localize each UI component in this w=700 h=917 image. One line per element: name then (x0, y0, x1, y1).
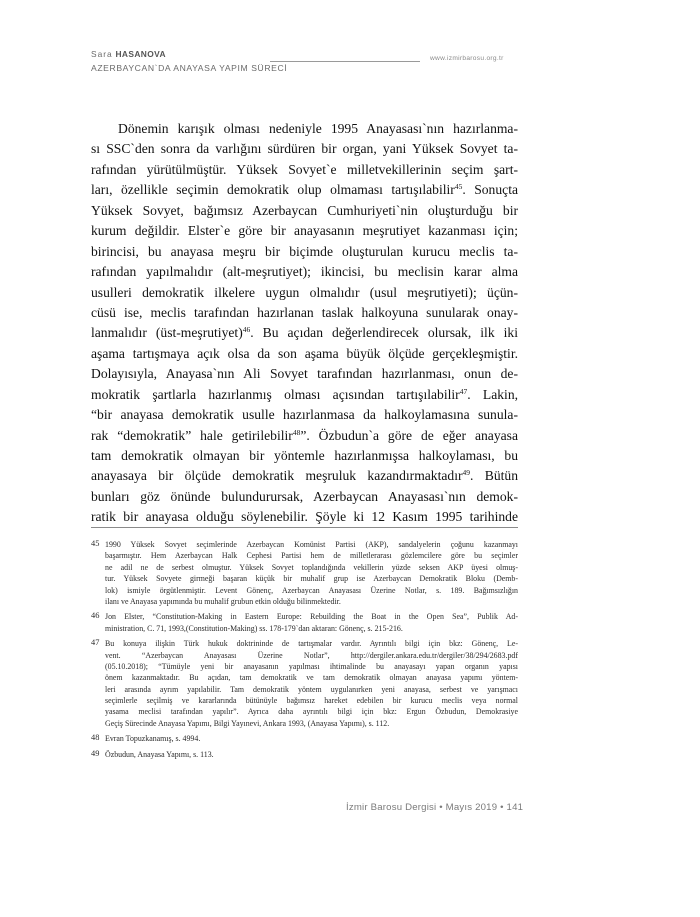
footnote-45 (91, 539, 518, 607)
footnote-line: Geçiş Sürecinde Anayasa Yapımı, Bilgi Yayınevi, Ankara 1993, (Anayasa Yapımı), s. 112. (105, 718, 390, 728)
footnote-line: 1990 Yüksek Sovyet seçimlerinde Azerbaycan Komünist Partisi (AKP), sandalyelerin çoğunu kazanmayı (105, 540, 518, 549)
footnote-ref[interactable]: 47 (459, 386, 468, 396)
footnote-line: yasama meclisi tarafından yapılır”. Ayrıca daha ayrıntılı bilgi için bkz: Ergun Özbudun, Demokrasiye (105, 707, 518, 717)
author-given-name: Sara (91, 49, 113, 59)
body-line: rafından yürütülmüştür. Yüksek Sovyet`e milletvekillerinin seçim şart- (91, 161, 518, 177)
footnote-ref[interactable]: 45 (454, 182, 463, 192)
body-line: Dönemin karışık olması nedeniyle 1995 Anayasası`nın hazırlanma- (118, 121, 518, 136)
body-paragraph (91, 119, 518, 528)
body-line: sı SSC`den sonra da varlığını sürdüren bir organ, yani Yüksek Sovyet ta- (91, 141, 518, 157)
footnote-ref[interactable]: 49 (462, 468, 471, 478)
footnote-separator (91, 527, 518, 528)
footnote-line: Özbudun, Anayasa Yapımı, s. 113. (105, 749, 214, 759)
footnote-ref[interactable]: 48 (292, 427, 301, 437)
body-line: ratik bir anayasa olduğu söylenebilir. Şöyle ki 12 Kasım 1995 tarihinde (91, 509, 518, 525)
footnote-46 (91, 611, 518, 634)
body-line: mokratik şartlarla hazırlanmış olması açısından tartışılabilir$^{47}$. Lakin, (91, 386, 518, 402)
footnote-line: tur. Yüksek Sovyete girmeği başaran küçük bir muhalif grup ise Azerbaycan Demokratik Bloku (Demb- (105, 574, 518, 584)
footnote-line: Jon Elster, “Constitution-Making in Eastern Europe: Rebuilding the Boat in the Open Sea”, Publik Ad- (105, 612, 518, 622)
running-header-author (91, 49, 166, 59)
footnote-line: ne adil ne de serbest olmuştur. Yüksek Sovyet toplandığında vekillerin yüzde seksen AKP üyesi olmuş- (105, 562, 518, 572)
body-line: rafından yapılmalıdır (alt-meşrutiyet); ikincisi, bu meclisin karar alma (91, 264, 518, 280)
body-line: cüsü ise, meclis tarafından hazırlanan taslak halkoyuna sunularak onay- (91, 304, 518, 320)
body-line: “bir anayasa demokratik usulle hazırlanmasa da halkoylamasına sunula- (91, 407, 518, 423)
footnote-number: 49 (91, 748, 100, 758)
footnote-47 (91, 638, 518, 729)
footnote-line: Evran Topuzkanamış, s. 4994. (105, 734, 201, 744)
footnote-ref[interactable]: 46 (242, 325, 251, 335)
footnote-line: ilanı ve Anayasa yapımında bu muhalif grubun etkin olduğu bilinmektedir. (105, 596, 341, 606)
footnote-number: 48 (91, 733, 100, 743)
footnote-number: 46 (91, 611, 100, 621)
footnotes (91, 539, 518, 764)
body-line: bunları göz önünde bulundurursak, Azerbaycan Anayasası`nın demok- (91, 488, 518, 504)
footnote-number: 47 (91, 638, 100, 648)
author-surname: HASANOVA (115, 49, 166, 59)
page-footer: İzmir Barosu Dergisi • Mayıs 2019 • 141 (346, 802, 524, 813)
footnote-number: 45 (91, 539, 100, 548)
body-line: birincisi, bu anayasa meşru bir biçimde oluşturulan kurucu meclis ta- (91, 243, 518, 259)
footnote-line: önem kazanmaktadır. Bu açıdan, tam demokratik ve tam demokratik olmayan anayasa yapımı yöntem- (105, 673, 518, 683)
footnote-line: (05.10.2018); “Tümüyle yeni bir anayasanın yapılması ihtimalinde bu anayasayı yapan organın yapısı (105, 661, 518, 671)
body-line: lanmalıdır (üst-meşrutiyet)$^{46}$. Bu açıdan değerlendirecek olursak, ilk iki (91, 325, 518, 341)
footnote-line: lok) ismiyle örgütlenmiştir. Levent Gönenç, Azerbaycan Anayasası Üzerine Notlar, s. 189. Bağımsızlığın (105, 585, 518, 595)
footnote-line: başarmıştır. Hem Azerbaycan Halk Cephesi Partisi hem de milletlerarası gözlemcilere göre bu seçimler (105, 551, 518, 561)
footnote-line: Bu konuya ilişkin Türk hukuk doktrininde de tartışmalar vardır. Ayrıntılı bilgi için bkz: Gönenç, Le- (105, 639, 518, 649)
footnote-49 (91, 749, 518, 760)
body-line: tam demokratik olmayan bir yöntemle hazırlanmışsa halkoylaması, bu (91, 448, 518, 463)
footnote-48 (91, 733, 518, 744)
body-line: ları, özellikle seçimin demokratik olup olmaması tartışılabilir$^{45}$. Sonuçta (91, 182, 518, 198)
running-header-title: AZERBAYCAN`DA ANAYASA YAPIM SÜRECİ (91, 63, 288, 73)
footnote-line: ministration, C. 71, 1993,(Constitution-Making) ss. 178-179`dan aktaran: Gönenç, s. 215-216. (105, 623, 403, 633)
body-line: rak “demokratik” hale getirilebilir$^{48}$”. Özbudun`a göre de eğer anayasa (91, 427, 518, 443)
footnote-line: leri arasında ayrım yapılabilir. Tam demokratik yöntem uygulanırken yeni anayasa, serbest ve yarışmacı (105, 684, 518, 694)
footnote-line: seçimlerle seçilmiş ve kararlarında bütünüyle bağımsız hareket edebilen bir kurucu meclis veya normal (105, 696, 518, 706)
body-line: Yüksek Sovyet, bağımsız Azerbaycan Cumhuriyeti`nin oluşturduğu bir (91, 202, 518, 218)
body-line: kurum değildir. Elster`e göre bir anayasanın meşrutiyet kazanması için; (91, 223, 518, 239)
body-line: usulleri demokratik ilkelere uygun olmalıdır (usul meşrutiyeti); üçün- (91, 284, 518, 300)
body-line: Dolayısıyla, Anayasa`nın Ali Sovyet tarafından hazırlanması, onun de- (91, 366, 518, 382)
body-line: anayasaya bir ölçüde demokratik meşruluk kazandırmaktadır$^{49}$. Bütün (91, 468, 518, 484)
body-line: aşama tartışmaya açık olsa da son aşama büyük ölçüde gerçekleşmiştir. (91, 345, 518, 361)
footnote-line[interactable]: vent. “Azerbaycan Anayasası Üzerine Notlar”, http://dergiler.ankara.edu.tr/dergiler/38/294/2683.pdf (105, 650, 518, 660)
header-rule (270, 61, 420, 62)
header-url: www.izmirbarosu.org.tr (430, 55, 504, 62)
